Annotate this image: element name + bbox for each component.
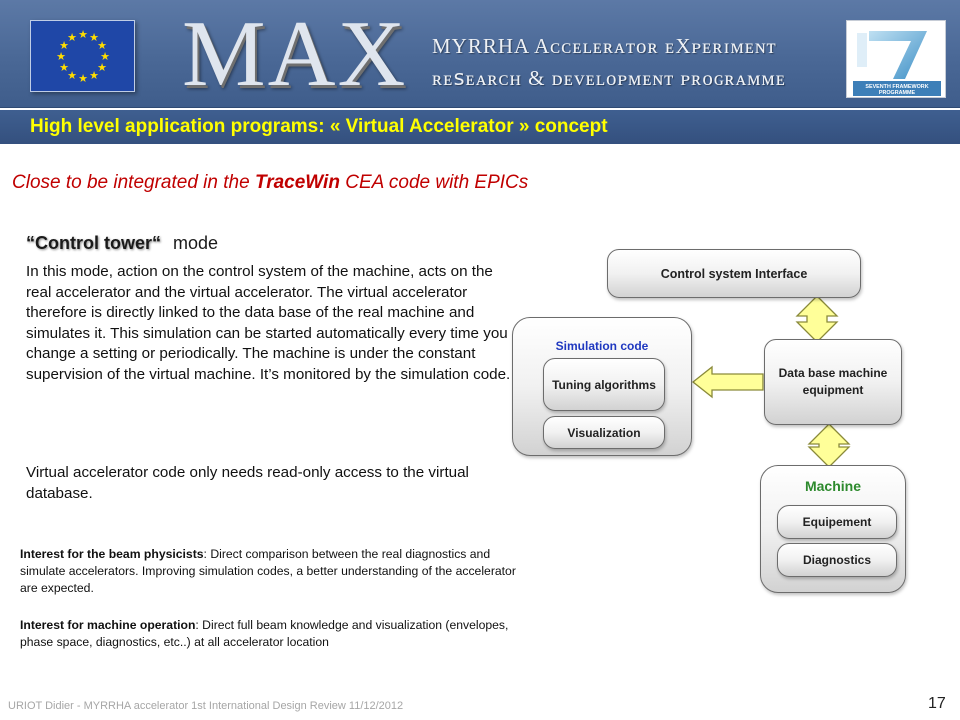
visualization-box: Visualization <box>543 416 665 449</box>
svg-text:★: ★ <box>59 39 69 52</box>
mode-close-quote: “ <box>152 233 161 253</box>
svg-text:★: ★ <box>67 31 77 44</box>
svg-text:★: ★ <box>97 39 107 52</box>
mode-word: mode <box>173 233 219 253</box>
interest-physicists-label: Interest for the beam physicists <box>20 547 204 561</box>
simulation-code-box <box>512 317 692 456</box>
svg-text:SEVENTH FRAMEWORK: SEVENTH FRAMEWORK <box>865 84 929 90</box>
page-number: 17 <box>928 695 946 712</box>
svg-text:★: ★ <box>97 61 107 74</box>
interest-physicists-text: : Direct comparison between the real diagnostics and simulate accelerators. Improving simulation codes, a better understanding of the accelerator are expected. <box>20 547 516 595</box>
simulation-code-title: Simulation code <box>555 339 649 353</box>
mode-open-quote: “ <box>26 233 35 253</box>
arrow-database-simulation <box>693 367 763 397</box>
interest-operation-label: Interest for machine operation <box>20 618 196 632</box>
svg-text:★: ★ <box>59 61 69 74</box>
control-system-interface-box: Control system Interface <box>607 249 861 298</box>
interest-operation-text: : Direct full beam knowledge and visualization (envelopes, phase space, diagnostics, etc..) at all accelerator location <box>20 618 509 649</box>
machine-box <box>760 465 906 593</box>
subtitle-emphasis: TraceWin <box>254 172 340 193</box>
equipment-box: Equipement <box>777 505 897 539</box>
access-paragraph: Virtual accelerator code only needs read-only access to the virtual database. <box>26 464 469 502</box>
tuning-algorithms-box: Tuning algorithms <box>543 358 665 411</box>
database-box: Data base machine equipment <box>764 339 902 425</box>
programme-title-line1: MYRRHA Aᴄᴄᴇʟᴇʀᴀᴛᴏʀ ᴇXᴘᴇʀɪᴍᴇɴᴛ <box>432 34 777 58</box>
max-logo: MAX <box>182 2 408 106</box>
programme-title-line2: ʀᴇꜱᴇᴀʀᴄʜ & ᴅᴇᴠᴇʟᴏᴘᴍᴇɴᴛ ᴘʀᴏɢʀᴀᴍᴍᴇ <box>432 66 787 90</box>
svg-text:★: ★ <box>78 28 88 41</box>
description-paragraph: In this mode, action on the control system of the machine, acts on the real accelerator and the virtual accelerator. The virtual accelerator therefore is directly linked to the data base of the real machine and simulates it. This simulation can be started automatically every time you change a setting or periodically. The machine is under the constant supervision of the virtual machine. It’s monitored by the simulation code. <box>26 263 511 383</box>
diagnostics-box: Diagnostics <box>777 543 897 577</box>
svg-text:PROGRAMME: PROGRAMME <box>878 90 916 96</box>
svg-text:★: ★ <box>78 72 88 85</box>
svg-text:★: ★ <box>67 69 77 82</box>
svg-text:★: ★ <box>56 50 66 63</box>
machine-title: Machine <box>804 478 861 494</box>
arrow-interface-database <box>797 296 837 342</box>
arrow-database-machine <box>809 424 849 467</box>
svg-text:★: ★ <box>89 69 99 82</box>
svg-text:★: ★ <box>89 31 99 44</box>
mode-name: Control tower <box>35 233 152 253</box>
subtitle-after: CEA code with EPICs <box>339 172 529 193</box>
subtitle-before: Close to be integrated in the <box>12 172 255 193</box>
svg-text:★: ★ <box>100 50 110 63</box>
footer-credit: URIOT Didier - MYRRHA accelerator 1st International Design Review 11/12/2012 <box>8 700 404 712</box>
slide-title: High level application programs: « Virtual Accelerator » concept <box>30 116 608 137</box>
